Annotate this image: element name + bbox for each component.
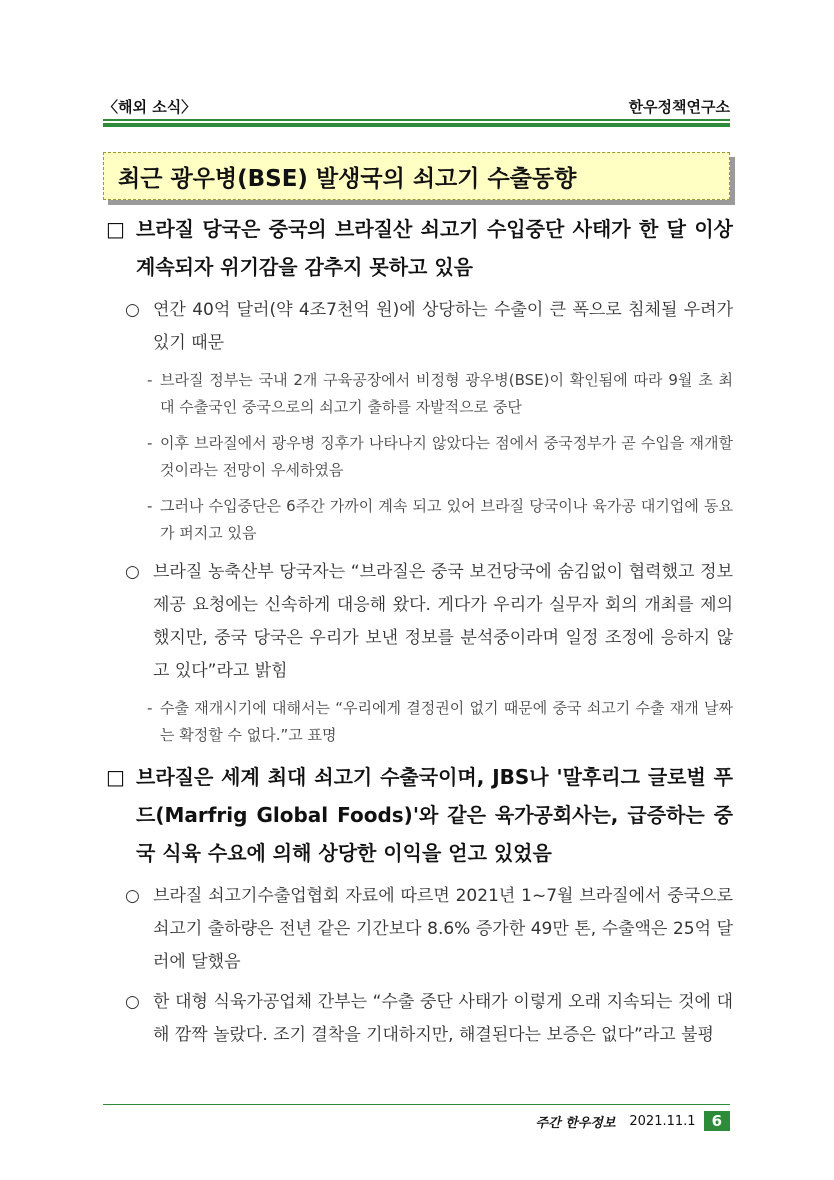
dash-icon: - bbox=[147, 434, 153, 452]
bullet-item bbox=[103, 294, 733, 360]
page-header bbox=[103, 95, 730, 117]
article-body bbox=[103, 210, 733, 1059]
dash-text: 수출 재개시기에 대해서는 “우리에게 결정권이 없기 때문에 중국 쇠고기 수출 재개 날짜는 확정할 수 없다.”고 표명 bbox=[160, 699, 733, 744]
header-rule-thin bbox=[103, 119, 730, 121]
circle-bullet-icon: ○ bbox=[125, 300, 140, 320]
dash-icon: - bbox=[147, 699, 153, 717]
bullet-text: 브라질 쇠고기수출업협회 자료에 따르면 2021년 1~7월 브라질에서 중국으로 쇠고기 출하량은 전년 같은 기간보다 8.6% 증가한 49만 톤, 수출액은 25억 달러에 달했음 bbox=[153, 886, 733, 972]
bullet-text: 한 대형 식육가공업체 간부는 “수출 중단 사태가 이렇게 오래 지속되는 것에 대해 깜짝 놀랐다. 조기 결착을 기대하지만, 해결된다는 보증은 없다”라고 불평 bbox=[153, 992, 733, 1045]
bullet-item bbox=[103, 556, 733, 688]
dash-item bbox=[103, 493, 733, 547]
circle-bullet-icon: ○ bbox=[125, 886, 140, 906]
section-heading-text: 브라질은 세계 최대 쇠고기 수출국이며, JBS나 '말후리그 글로벌 푸드(Marfrig Global Foods)'와 같은 육가공회사는, 급증하는 중국 식육 수요에 의해 상당한 이익을 얻고 있었음 bbox=[136, 765, 733, 865]
bullet-item bbox=[103, 880, 733, 979]
dash-text: 그러나 수입중단은 6주간 가까이 계속 되고 있어 브라질 당국이나 육가공 대기업에 동요가 퍼지고 있음 bbox=[160, 497, 733, 542]
dash-item bbox=[103, 695, 733, 749]
dash-icon: - bbox=[147, 371, 153, 389]
square-bullet-icon: □ bbox=[106, 765, 125, 789]
issue-date: 2021.11.1 bbox=[629, 1113, 696, 1129]
circle-bullet-icon: ○ bbox=[125, 562, 140, 582]
header-rule-thick bbox=[103, 123, 730, 127]
dash-text: 브라질 정부는 국내 2개 구육공장에서 비정형 광우병(BSE)이 확인됨에 따라 9월 초 최대 수출국인 중국으로의 쇠고기 출하를 자발적으로 중단 bbox=[160, 371, 733, 416]
bullet-text: 연간 40억 달러(약 4조7천억 원)에 상당하는 수출이 큰 폭으로 침체될 우려가 있기 때문 bbox=[153, 300, 733, 353]
square-bullet-icon: □ bbox=[106, 217, 125, 241]
section-heading bbox=[103, 758, 733, 872]
footer-rule bbox=[103, 1104, 730, 1105]
organization-name: 한우정책연구소 bbox=[628, 98, 730, 116]
section-label: 〈해외 소식〉 bbox=[103, 98, 197, 116]
article-title: 최근 광우병(BSE) 발생국의 쇠고기 수출동향 bbox=[118, 165, 577, 192]
page-footer bbox=[536, 1111, 730, 1131]
dash-text: 이후 브라질에서 광우병 징후가 나타나지 않았다는 점에서 중국정부가 곧 수입을 재개할 것이라는 전망이 우세하였음 bbox=[160, 434, 733, 479]
circle-bullet-icon: ○ bbox=[125, 992, 140, 1012]
dash-item bbox=[103, 367, 733, 421]
bullet-text: 브라질 농축산부 당국자는 “브라질은 중국 보건당국에 숨김없이 협력했고 정보 제공 요청에는 신속하게 대응해 왔다. 게다가 우리가 실무자 회의 개최를 제의했지만, 중국 당국은 우리가 보낸 정보를 분석중이라며 일정 조정에 응하지 않고 있다”라고 밝힘 bbox=[153, 562, 733, 681]
publication-name: 주간 한우정보 bbox=[535, 1115, 616, 1131]
article-title-box bbox=[103, 152, 730, 200]
dash-icon: - bbox=[147, 497, 153, 515]
bullet-item bbox=[103, 986, 733, 1052]
section-heading bbox=[103, 210, 733, 286]
page-number: 6 bbox=[704, 1111, 730, 1131]
dash-item bbox=[103, 430, 733, 484]
section-heading-text: 브라질 당국은 중국의 브라질산 쇠고기 수입중단 사태가 한 달 이상 계속되자 위기감을 감추지 못하고 있음 bbox=[136, 217, 733, 279]
